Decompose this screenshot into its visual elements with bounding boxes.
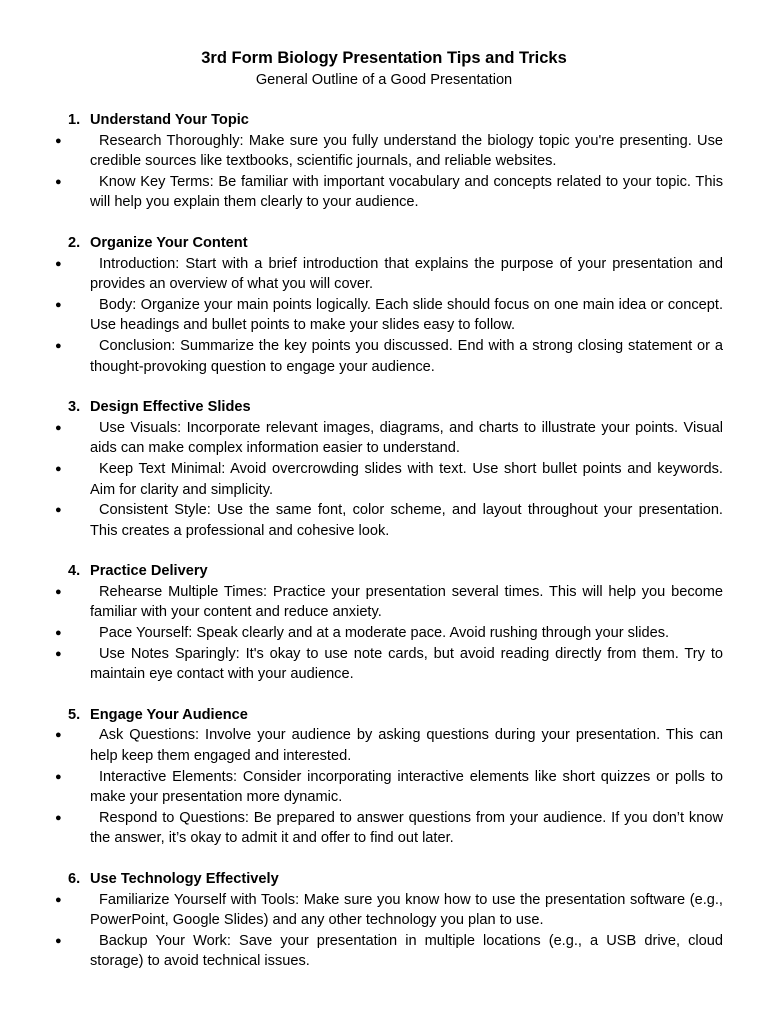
bullet-item xyxy=(0,890,768,931)
section-2 xyxy=(0,233,768,377)
bullet-dot-icon: ● xyxy=(55,175,62,188)
section-4 xyxy=(0,561,768,685)
bullet-item xyxy=(0,336,768,377)
section-heading xyxy=(0,869,768,890)
section-number: 6. xyxy=(68,871,81,887)
bullet-dot-icon: ● xyxy=(55,729,62,742)
section-number: 2. xyxy=(68,234,81,251)
section-number: 4. xyxy=(68,563,81,580)
bullet-text: Use Visuals: Incorporate relevant images, diagrams, and charts to illustrate your points. Visual aids can make complex information easier to understand. xyxy=(90,419,723,457)
section-heading-text: Practice Delivery xyxy=(90,563,208,580)
bullet-text: Know Key Terms: Be familiar with important vocabulary and concepts related to your topic. This will help you explain them clearly to your audience. xyxy=(90,173,723,211)
bullet-dot-icon: ● xyxy=(55,257,62,270)
bullet-item xyxy=(0,767,768,808)
bullet-text: Respond to Questions: Be prepared to answer questions from your audience. If you don’t know the answer, it’s okay to admit it and offer to find out later. xyxy=(90,809,723,847)
bullet-item xyxy=(0,254,768,295)
document-subtitle: General Outline of a Good Presentation xyxy=(255,72,513,88)
bullet-dot-icon: ● xyxy=(55,298,62,311)
bullet-dot-icon: ● xyxy=(55,504,62,517)
section-heading-text: Engage Your Audience xyxy=(90,706,248,723)
section-number: 5. xyxy=(68,706,81,723)
bullet-item xyxy=(0,725,768,766)
bullet-item xyxy=(0,459,768,500)
section-number: 1. xyxy=(68,112,81,128)
bullet-dot-icon: ● xyxy=(55,421,62,434)
bullet-item xyxy=(0,500,768,541)
section-heading-text: Design Effective Slides xyxy=(90,399,251,416)
bullet-dot-icon: ● xyxy=(55,934,62,947)
bullet-item xyxy=(0,808,768,849)
bullet-text: Research Thoroughly: Make sure you fully understand the biology topic you're presenting. Use credible sources like textbooks, scientific journals, and reliable websites. xyxy=(90,132,723,170)
bullet-text: Rehearse Multiple Times: Practice your presentation several times. This will help you become familiar with your content and reduce anxiety. xyxy=(90,583,723,621)
section-3 xyxy=(0,397,768,541)
section-5 xyxy=(0,705,768,849)
bullet-text: Body: Organize your main points logically. Each slide should focus on one main idea or concept. Use headings and bullet points to make your slides easy to follow. xyxy=(90,296,723,334)
bullet-item xyxy=(0,644,768,685)
bullet-text: Interactive Elements: Consider incorporating interactive elements like short quizzes or polls to make your presentation more dynamic. xyxy=(90,768,723,806)
bullet-dot-icon: ● xyxy=(55,585,62,598)
section-heading xyxy=(0,397,768,418)
bullet-text: Backup Your Work: Save your presentation in multiple locations (e.g., a USB drive, cloud storage) to avoid technical issues. xyxy=(90,932,723,970)
bullet-dot-icon: ● xyxy=(55,134,62,147)
bullet-dot-icon: ● xyxy=(55,462,62,475)
section-heading xyxy=(0,233,768,254)
bullet-dot-icon: ● xyxy=(55,770,62,783)
bullet-text: Familiarize Yourself with Tools: Make sure you know how to use the presentation software (e.g., PowerPoint, Google Slides) and any other technology you plan to use. xyxy=(90,891,723,929)
section-heading xyxy=(0,705,768,726)
bullet-item xyxy=(0,418,768,459)
section-heading-text: Organize Your Content xyxy=(90,234,248,251)
bullet-text: Conclusion: Summarize the key points you discussed. End with a strong closing statement or a thought-provoking question to engage your audience. xyxy=(90,337,723,375)
section-heading-text: Use Technology Effectively xyxy=(90,871,279,887)
document-body xyxy=(0,110,768,992)
bullet-dot-icon: ● xyxy=(55,893,62,906)
bullet-item xyxy=(0,931,768,972)
section-heading xyxy=(0,561,768,582)
bullet-item xyxy=(0,295,768,336)
section-heading xyxy=(0,110,768,131)
section-heading-text: Understand Your Topic xyxy=(90,112,249,128)
document-title: 3rd Form Biology Presentation Tips and Tricks xyxy=(201,49,567,67)
section-number: 3. xyxy=(68,399,81,416)
bullet-dot-icon: ● xyxy=(55,647,62,660)
bullet-dot-icon: ● xyxy=(55,627,62,640)
section-1 xyxy=(0,110,768,213)
bullet-dot-icon: ● xyxy=(55,811,62,824)
bullet-item xyxy=(0,131,768,172)
bullet-text: Use Notes Sparingly: It's okay to use note cards, but avoid reading directly from them. Try to maintain eye contact with your audience. xyxy=(90,645,723,683)
bullet-item xyxy=(0,172,768,213)
bullet-item xyxy=(0,582,768,623)
bullet-text: Keep Text Minimal: Avoid overcrowding slides with text. Use short bullet points and keywords. Aim for clarity and simplicity. xyxy=(90,460,723,498)
bullet-text: Ask Questions: Involve your audience by asking questions during your presentation. This can help keep them engaged and interested. xyxy=(90,727,723,765)
section-6 xyxy=(0,869,768,972)
bullet-dot-icon: ● xyxy=(55,339,62,352)
bullet-text: Consistent Style: Use the same font, color scheme, and layout throughout your presentation. This creates a professional and cohesive look. xyxy=(90,502,723,539)
bullet-text: Introduction: Start with a brief introduction that explains the purpose of your presentation and provides an overview of what you will cover. xyxy=(90,255,723,293)
bullet-text: Pace Yourself: Speak clearly and at a moderate pace. Avoid rushing through your slides. xyxy=(99,625,670,642)
bullet-item xyxy=(0,623,768,644)
